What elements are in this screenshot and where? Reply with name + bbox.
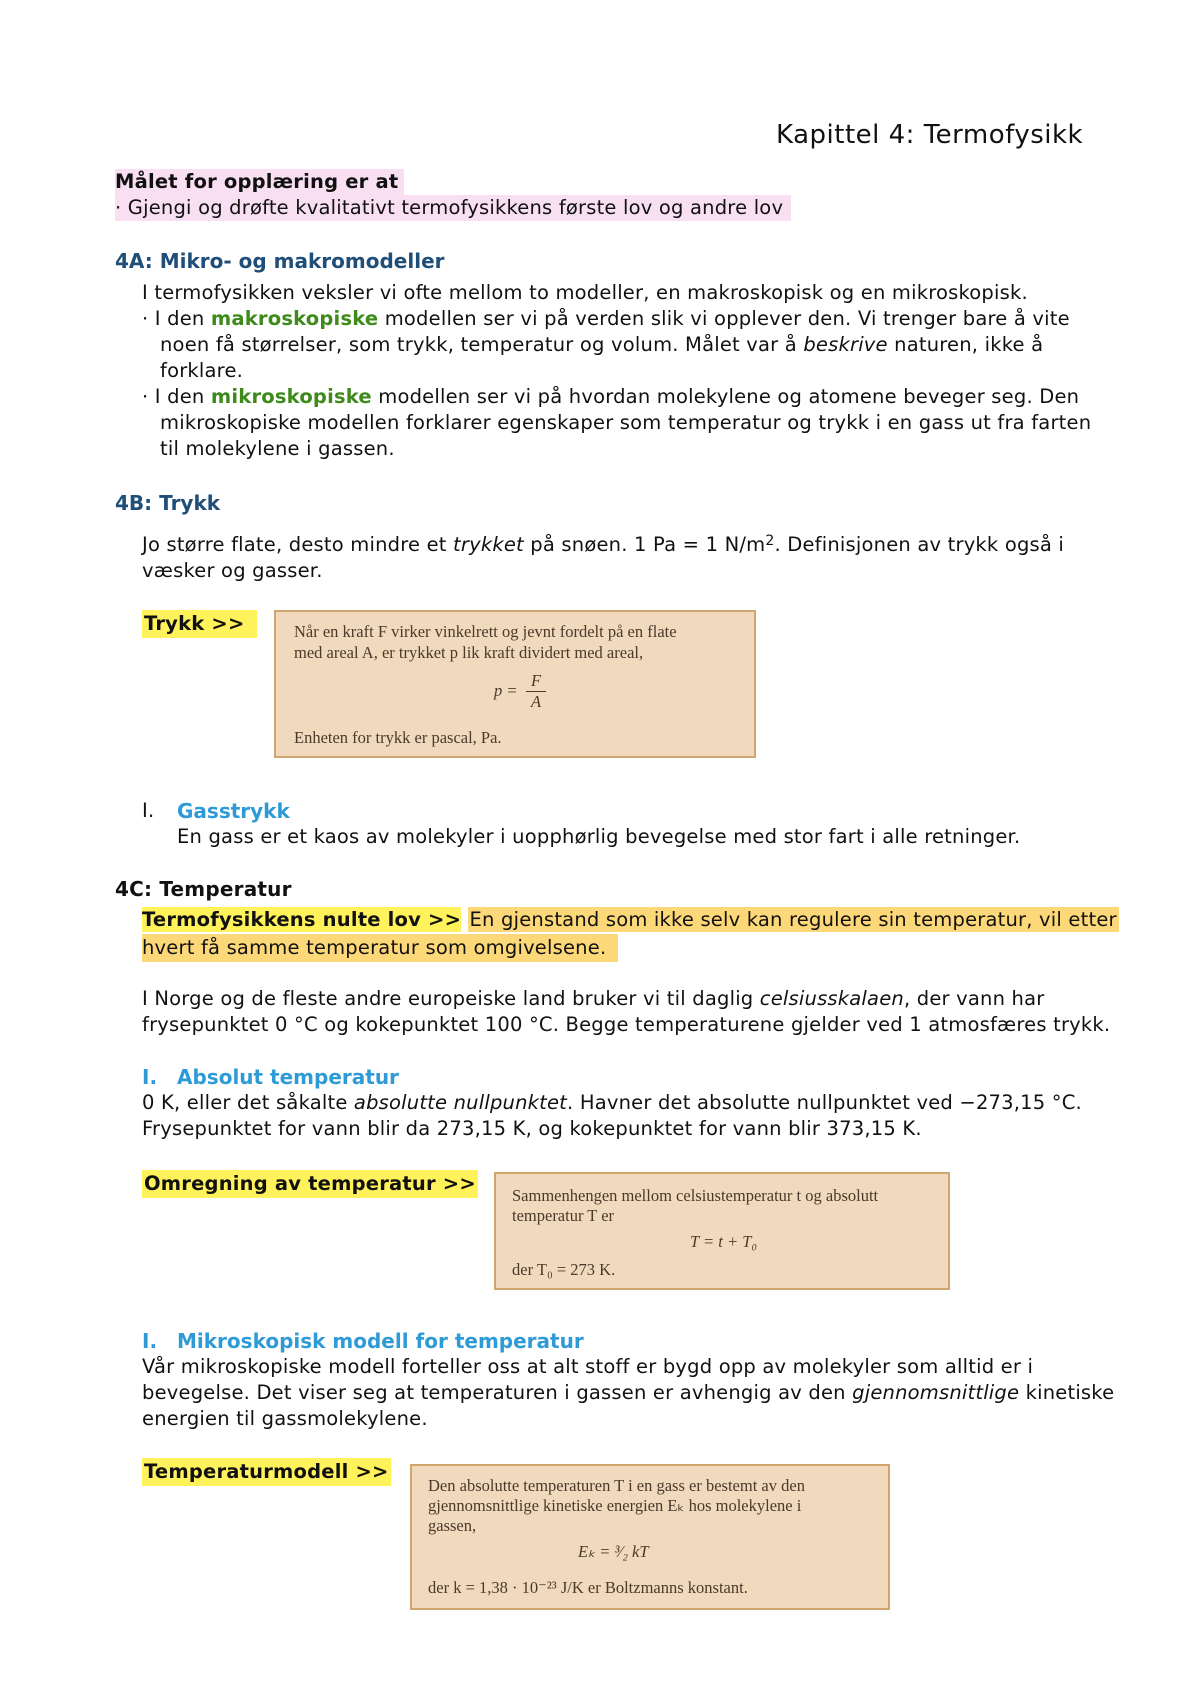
bullet-micro: · I den mikroskopiske modellen ser vi på hvordan molekylene og atomene beveger seg. Den [142,385,1080,408]
formula-denominator: A [530,692,542,711]
temperaturmodell-label: Temperaturmodell >> [142,1458,391,1486]
goal-bullet: · Gjengi og drøfte kvalitativt termofysikkens første lov og andre lov [115,195,791,221]
section-4c-heading: 4C: Temperatur [115,877,292,901]
model-formula: Eₖ = ³⁄₂ kT [578,1542,649,1561]
gasstrykk-heading: Gasstrykk [177,799,290,823]
section-4b-heading: 4B: Trykk [115,491,221,515]
pressure-box-line2: med areal A, er trykket p lik kraft dividert med areal, [294,643,644,662]
bullet-macro: · I den makroskopiske modellen ser vi på verden slik vi opplever den. Vi trenger bare å vite [142,307,1070,330]
model-box-line2: gjennomsnittlige kinetiske energien Eₖ hos molekylene i [428,1496,802,1515]
model-box-line1: Den absolutte temperaturen T i en gass er bestemt av den [428,1476,805,1495]
conversion-box-constant: der T₀ = 273 K. [512,1260,616,1279]
celsius-paragraph: I Norge og de fleste andre europeiske land bruker vi til daglig celsiusskalaen, der vann har [142,987,1045,1010]
zeroth-law [142,907,1119,933]
bullet-macro-line2: noen få størrelser, som trykk, temperatur og volum. Målet var å beskrive naturen, ikke å [160,333,1044,356]
absolut-heading: Absolut temperatur [177,1065,399,1089]
bullet-macro-line3: forklare. [160,359,244,382]
gasstrykk-number: I. [142,799,155,822]
pressure-box-line1: Når en kraft F virker vinkelrett og jevnt fordelt på en flate [294,622,677,641]
conversion-box-line1: Sammenhengen mellom celsiustemperatur t og absolutt [512,1186,879,1205]
absolut-number: I. [142,1065,158,1089]
trykk-label: Trykk >> [142,610,257,638]
temperature-model-box [410,1464,890,1610]
pressure-formula-lhs: p = [494,681,518,700]
conversion-box-line2: temperatur T er [512,1206,615,1225]
omregning-label: Omregning av temperatur >> [142,1170,478,1198]
goal-heading: Målet for opplæring er at [115,169,404,195]
micro-temp-line1: Vår mikroskopiske modell forteller oss at alt stoff er bygd opp av molekyler som alltid er i [142,1355,1034,1378]
micro-temp-number: I. [142,1329,158,1353]
pressure-definition-box [274,610,756,758]
conversion-formula: T = t + T₀ [690,1232,758,1251]
section-4b-paragraph: Jo større flate, desto mindre et trykket på snøen. 1 Pa = 1 $N/m^2$. Definisjonen av trykk også i [142,533,1065,556]
section-4a-heading: 4A: Mikro- og makromodeller [115,249,445,273]
zeroth-law-text-line2: hvert få samme temperatur som omgivelsene. [142,934,618,962]
model-box-constant: der k = 1,38 · 10⁻²³ J/K er Boltzmanns konstant. [428,1578,748,1597]
zeroth-law-text: En gjenstand som ikke selv kan regulere sin temperatur, vil etter [469,908,1117,931]
zeroth-law-label: Termofysikkens nulte lov >> [142,908,462,931]
bullet-micro-line3: til molekylene i gassen. [160,437,395,460]
model-box-line3: gassen, [428,1516,477,1535]
term-mikroskopiske: mikroskopiske [210,385,372,408]
term-makroskopiske: makroskopiske [210,307,379,330]
bullet-micro-line2: mikroskopiske modellen forklarer egenskaper som temperatur og trykk i en gass ut fra farten [160,411,1092,434]
section-4a-intro: I termofysikken veksler vi ofte mellom to modeller, en makroskopisk og en mikroskopisk. [142,281,1028,304]
gasstrykk-text: En gass er et kaos av molekyler i uopphørlig bevegelse med stor fart i alle retninger. [177,825,1021,848]
micro-temp-line2: bevegelse. Det viser seg at temperaturen i gassen er avhengig av den gjennomsnittlige kinetiske [142,1381,1115,1404]
chapter-title: Kapittel 4: Termofysikk [776,120,1084,150]
pressure-formula-fraction [526,672,546,711]
micro-temp-heading: Mikroskopisk modell for temperatur [177,1329,584,1353]
conversion-box [494,1172,950,1290]
absolut-line1: 0 K, eller det såkalte absolutte nullpunktet. Havner det absolutte nullpunktet ved −273,15 °C. [142,1091,1082,1114]
micro-temp-line3: energien til gassmolekylene. [142,1407,428,1430]
celsius-paragraph-line2: frysepunktet 0 °C og kokepunktet 100 °C. Begge temperaturene gjelder ved 1 atmosfæres trykk. [142,1013,1111,1036]
formula-numerator: F [530,671,542,690]
absolut-line2: Frysepunktet for vann blir da 273,15 K, og kokepunktet for vann blir 373,15 K. [142,1117,922,1140]
section-4b-paragraph-line2: væsker og gasser. [142,559,323,582]
pressure-box-unit: Enheten for trykk er pascal, Pa. [294,728,502,747]
